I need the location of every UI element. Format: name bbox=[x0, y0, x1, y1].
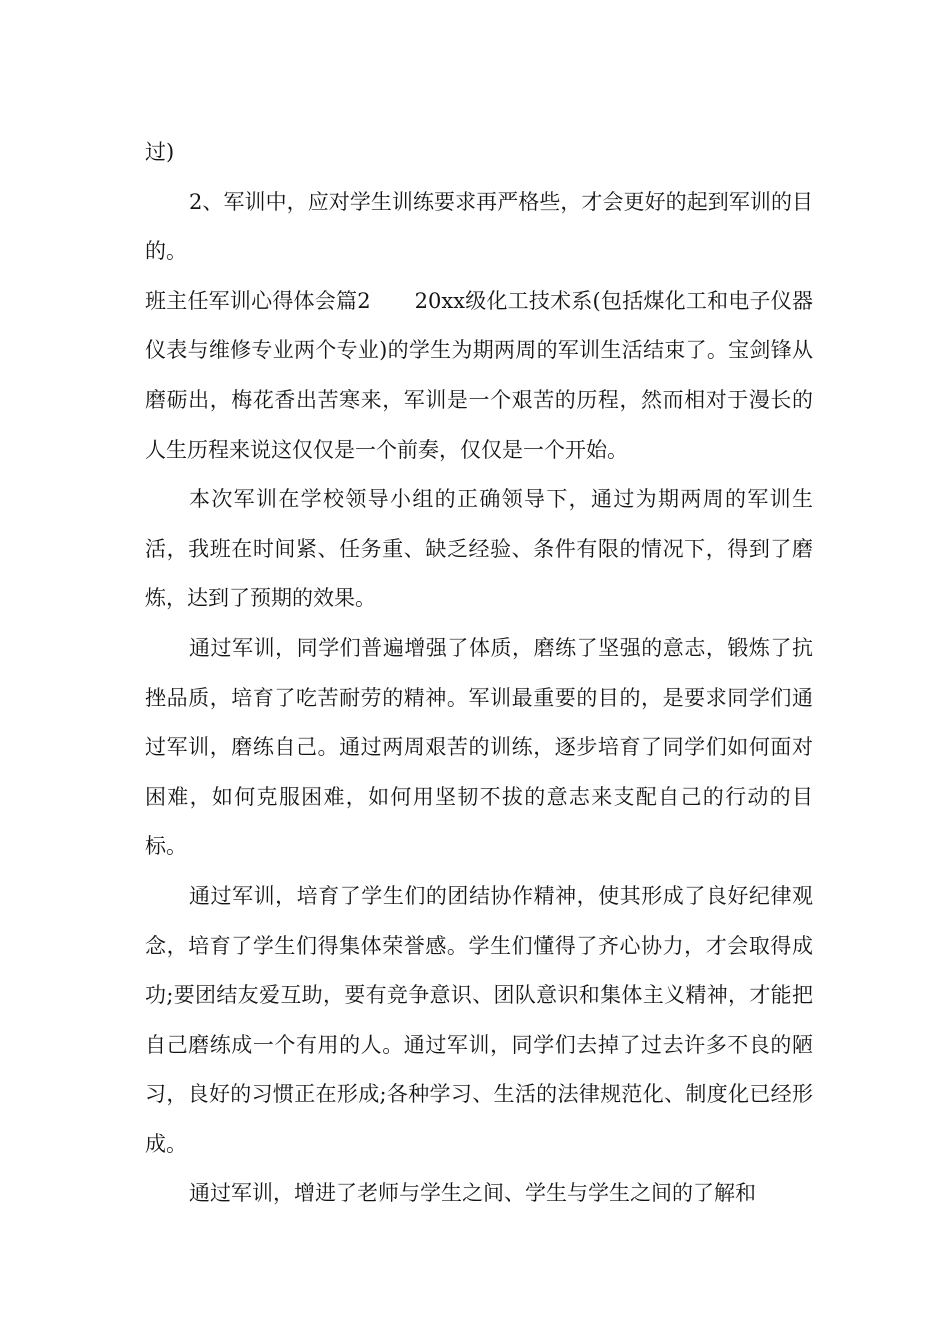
paragraph-text: 20xx级化工技术系(包括煤化工和电子仪器仪表与维修专业两个专业)的学生为期两周的军训生活结束了。宝剑锋从磨砺出，梅花香出苦寒来，军训是一个艰苦的历程，然而相对于漫长的人生历程来说这仅仅是一个前奏，仅仅是一个开始。 bbox=[145, 288, 813, 462]
section-heading: 班主任军训心得体会篇2 bbox=[145, 288, 371, 313]
paragraph-text: 通过军训，同学们普遍增强了体质，磨练了坚强的意志，锻炼了抗挫品质，培育了吃苦耐劳的精神。军训最重要的目的，是要求同学们通过军训，磨练自己。通过两周艰苦的训练，逐步培育了同学们如何面对困难，如何克服困难，如何用坚韧不拔的意志来支配自己的行动的目标。 bbox=[145, 635, 813, 859]
paragraph-1 bbox=[145, 128, 813, 178]
paragraph-5 bbox=[145, 624, 813, 872]
paragraph-text: 本次军训在学校领导小组的正确领导下，通过为期两周的军训生活，我班在时间紧、任务重、缺乏经验、条件有限的情况下，得到了磨炼，达到了预期的效果。 bbox=[145, 487, 813, 611]
paragraph-text: 通过军训，增进了老师与学生之间、学生与学生之间的了解和 bbox=[189, 1181, 756, 1206]
paragraph-text: 通过军训，培育了学生们的团结协作精神，使其形成了良好纪律观念，培育了学生们得集体荣誉感。学生们懂得了齐心协力，才会取得成功;要团结友爱互助，要有竞争意识、团队意识和集体主义精神，才能把自己磨练成一个有用的人。通过军训，同学们去掉了过去许多不良的陋习，良好的习惯正在形成;各种学习、生活的法律规范化、制度化已经形成。 bbox=[145, 883, 813, 1156]
paragraph-7 bbox=[145, 1169, 813, 1219]
paragraph-text: 2、军训中，应对学生训练要求再严格些，才会更好的起到军训的目的。 bbox=[145, 189, 813, 264]
paragraph-4 bbox=[145, 475, 813, 624]
paragraph-3 bbox=[145, 277, 813, 475]
document-body bbox=[145, 128, 813, 1219]
paragraph-2 bbox=[145, 178, 813, 277]
paragraph-text: 过) bbox=[145, 140, 175, 164]
paragraph-6 bbox=[145, 872, 813, 1170]
